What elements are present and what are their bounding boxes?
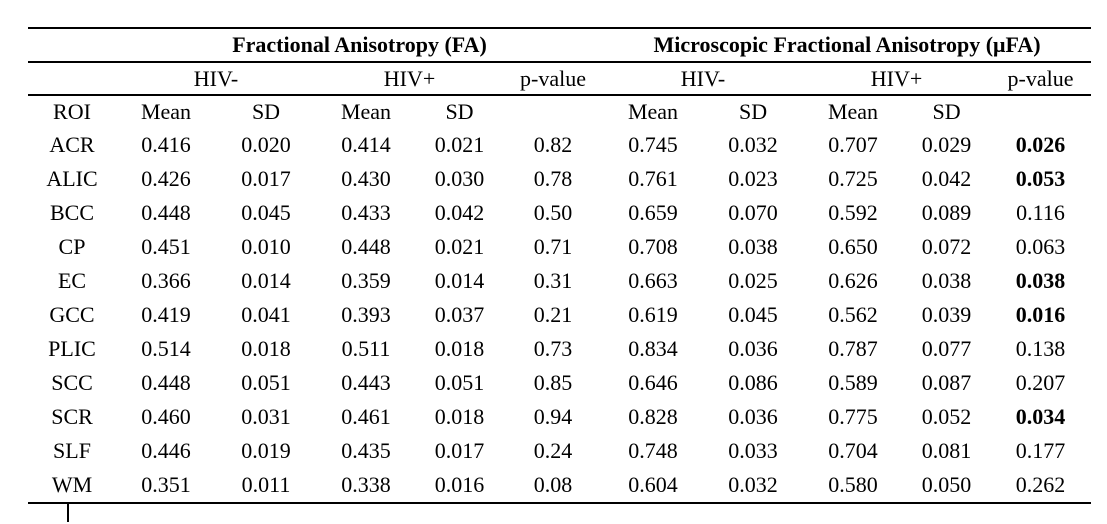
value-cell: 0.443: [341, 370, 391, 395]
value-cell: 0.030: [434, 166, 485, 191]
ufa-hiv-neg-header: HIV-: [603, 62, 803, 95]
value-cell: 0.086: [728, 370, 778, 395]
value-cell: 0.351: [116, 468, 216, 503]
ufa-p-value-header: p-value: [990, 62, 1091, 95]
value-cell: 0.775: [828, 404, 878, 429]
value-cell: 0.787: [828, 336, 878, 361]
roi-cell: GCC: [49, 302, 95, 327]
p-value-cell: 0.034: [1015, 404, 1066, 429]
fa-ufa-stats-table: [28, 27, 1091, 504]
roi-cell: SCR: [51, 404, 93, 429]
p-value-cell: 0.063: [1015, 234, 1066, 259]
value-cell: 0.761: [628, 166, 678, 191]
ufa-hiv-pos-header: HIV+: [803, 62, 990, 95]
value-cell: 0.051: [241, 370, 291, 395]
sd-column-header: SD: [251, 99, 281, 124]
roi-cell: CP: [58, 234, 86, 259]
subgroup-spacer: [28, 62, 116, 95]
value-cell: 0.072: [921, 234, 972, 259]
value-cell: 0.426: [141, 166, 191, 191]
fa-p-value-header: p-value: [503, 62, 603, 95]
value-cell: 0.619: [628, 302, 678, 327]
p-value-cell: 0.207: [1015, 370, 1066, 395]
value-cell: 0.032: [703, 468, 803, 503]
mean-column-header: Mean: [140, 99, 192, 124]
value-cell: 0.393: [341, 302, 391, 327]
table-body: [28, 128, 1091, 503]
table-row: [28, 196, 1091, 230]
value-cell: 0.562: [828, 302, 878, 327]
value-cell: 0.514: [141, 336, 191, 361]
value-cell: 0.051: [434, 370, 485, 395]
value-cell: 0.707: [828, 132, 878, 157]
value-cell: 0.021: [434, 132, 485, 157]
mean-column-header: Mean: [827, 99, 879, 124]
value-cell: 0.019: [241, 438, 291, 463]
value-cell: 0.650: [828, 234, 878, 259]
value-cell: 0.451: [141, 234, 191, 259]
value-cell: 0.025: [728, 268, 778, 293]
value-cell: 0.036: [728, 336, 778, 361]
roi-cell: ALIC: [46, 166, 98, 191]
value-cell: 0.014: [434, 268, 485, 293]
mean-column-header: Mean: [627, 99, 679, 124]
value-cell: 0.036: [728, 404, 778, 429]
value-cell: 0.659: [628, 200, 678, 225]
fa-hiv-neg-header: HIV-: [116, 62, 316, 95]
p-value-cell: 0.116: [1016, 200, 1065, 225]
value-cell: 0.016: [416, 468, 503, 503]
value-cell: 0.338: [316, 468, 416, 503]
value-cell: 0.414: [341, 132, 391, 157]
value-cell: 0.448: [141, 370, 191, 395]
column-header-row: [28, 95, 1091, 128]
p-value-cell: 0.82: [533, 132, 573, 157]
roi-cell: EC: [57, 268, 87, 293]
p-value-cell: 0.138: [1015, 336, 1066, 361]
value-cell: 0.592: [828, 200, 878, 225]
table-row: [28, 400, 1091, 434]
value-cell: 0.038: [921, 268, 972, 293]
table-row: [28, 332, 1091, 366]
group-header-ufa: Microscopic Fractional Anisotropy (μFA): [603, 28, 1091, 62]
value-cell: 0.045: [241, 200, 291, 225]
value-cell: 0.589: [828, 370, 878, 395]
value-cell: 0.435: [341, 438, 391, 463]
p-value-cell: 0.31: [533, 268, 573, 293]
p-value-cell: 0.262: [990, 468, 1091, 503]
group-header-spacer: [28, 28, 116, 62]
roi-cell: SCC: [51, 370, 93, 395]
value-cell: 0.011: [216, 468, 316, 503]
roi-cell: SLF: [53, 438, 91, 463]
sd-column-header: SD: [445, 99, 474, 124]
value-cell: 0.020: [241, 132, 291, 157]
p-value-cell: 0.73: [533, 336, 573, 361]
p-value-cell: 0.78: [533, 166, 573, 191]
value-cell: 0.050: [903, 468, 990, 503]
table-row: [28, 162, 1091, 196]
value-cell: 0.023: [728, 166, 778, 191]
roi-cell: ACR: [49, 132, 95, 157]
value-cell: 0.042: [434, 200, 485, 225]
group-header-fa: Fractional Anisotropy (FA): [116, 28, 603, 62]
roi-cell: WM: [28, 468, 116, 503]
value-cell: 0.017: [241, 166, 291, 191]
value-cell: 0.748: [628, 438, 678, 463]
value-cell: 0.725: [828, 166, 878, 191]
table-row: [28, 366, 1091, 400]
value-cell: 0.834: [628, 336, 678, 361]
table-row: [28, 128, 1091, 162]
p-value-cell: 0.08: [503, 468, 603, 503]
p-value-cell: 0.053: [1015, 166, 1066, 191]
value-cell: 0.021: [434, 234, 485, 259]
value-cell: 0.433: [341, 200, 391, 225]
value-cell: 0.446: [141, 438, 191, 463]
sd-column-header: SD: [738, 99, 768, 124]
table-row: [28, 298, 1091, 332]
value-cell: 0.070: [728, 200, 778, 225]
p-value-cell: 0.016: [1015, 302, 1066, 327]
value-cell: 0.626: [828, 268, 878, 293]
value-cell: 0.087: [921, 370, 972, 395]
empty-column-header: [990, 95, 1091, 128]
value-cell: 0.017: [434, 438, 485, 463]
sd-column-header: SD: [932, 99, 961, 124]
value-cell: 0.366: [141, 268, 191, 293]
p-value-cell: 0.24: [533, 438, 573, 463]
table-row: [28, 230, 1091, 264]
value-cell: 0.460: [141, 404, 191, 429]
value-cell: 0.033: [728, 438, 778, 463]
p-value-cell: 0.71: [533, 234, 573, 259]
table-row: [28, 264, 1091, 298]
p-value-cell: 0.85: [533, 370, 573, 395]
value-cell: 0.461: [341, 404, 391, 429]
value-cell: 0.038: [728, 234, 778, 259]
value-cell: 0.042: [921, 166, 972, 191]
table-row: [28, 468, 1091, 503]
text-cursor-mark: [67, 504, 69, 522]
value-cell: 0.745: [628, 132, 678, 157]
value-cell: 0.419: [141, 302, 191, 327]
value-cell: 0.031: [241, 404, 291, 429]
value-cell: 0.580: [803, 468, 903, 503]
value-cell: 0.029: [921, 132, 972, 157]
value-cell: 0.448: [341, 234, 391, 259]
p-value-cell: 0.038: [1015, 268, 1066, 293]
value-cell: 0.708: [628, 234, 678, 259]
table-row: [28, 434, 1091, 468]
value-cell: 0.018: [434, 404, 485, 429]
value-cell: 0.077: [921, 336, 972, 361]
value-cell: 0.430: [341, 166, 391, 191]
value-cell: 0.511: [341, 336, 391, 361]
fa-hiv-pos-header: HIV+: [316, 62, 503, 95]
value-cell: 0.359: [341, 268, 391, 293]
value-cell: 0.014: [241, 268, 291, 293]
value-cell: 0.604: [603, 468, 703, 503]
subgroup-header-row: [28, 62, 1091, 95]
roi-cell: BCC: [49, 200, 95, 225]
value-cell: 0.704: [828, 438, 878, 463]
value-cell: 0.081: [921, 438, 972, 463]
roi-cell: PLIC: [48, 336, 96, 361]
value-cell: 0.416: [141, 132, 191, 157]
mean-column-header: Mean: [340, 99, 392, 124]
group-header-row: [28, 28, 1091, 62]
value-cell: 0.663: [628, 268, 678, 293]
p-value-cell: 0.177: [1015, 438, 1066, 463]
value-cell: 0.828: [628, 404, 678, 429]
value-cell: 0.448: [141, 200, 191, 225]
value-cell: 0.032: [728, 132, 778, 157]
value-cell: 0.646: [628, 370, 678, 395]
value-cell: 0.089: [921, 200, 972, 225]
value-cell: 0.010: [241, 234, 291, 259]
roi-column-header: ROI: [53, 99, 91, 124]
p-value-cell: 0.50: [533, 200, 573, 225]
empty-column-header: [503, 95, 603, 128]
value-cell: 0.039: [921, 302, 972, 327]
value-cell: 0.037: [434, 302, 485, 327]
value-cell: 0.018: [434, 336, 485, 361]
value-cell: 0.045: [728, 302, 778, 327]
p-value-cell: 0.94: [533, 404, 573, 429]
value-cell: 0.018: [241, 336, 291, 361]
value-cell: 0.052: [921, 404, 972, 429]
p-value-cell: 0.21: [533, 302, 573, 327]
value-cell: 0.041: [241, 302, 291, 327]
p-value-cell: 0.026: [1015, 132, 1066, 157]
